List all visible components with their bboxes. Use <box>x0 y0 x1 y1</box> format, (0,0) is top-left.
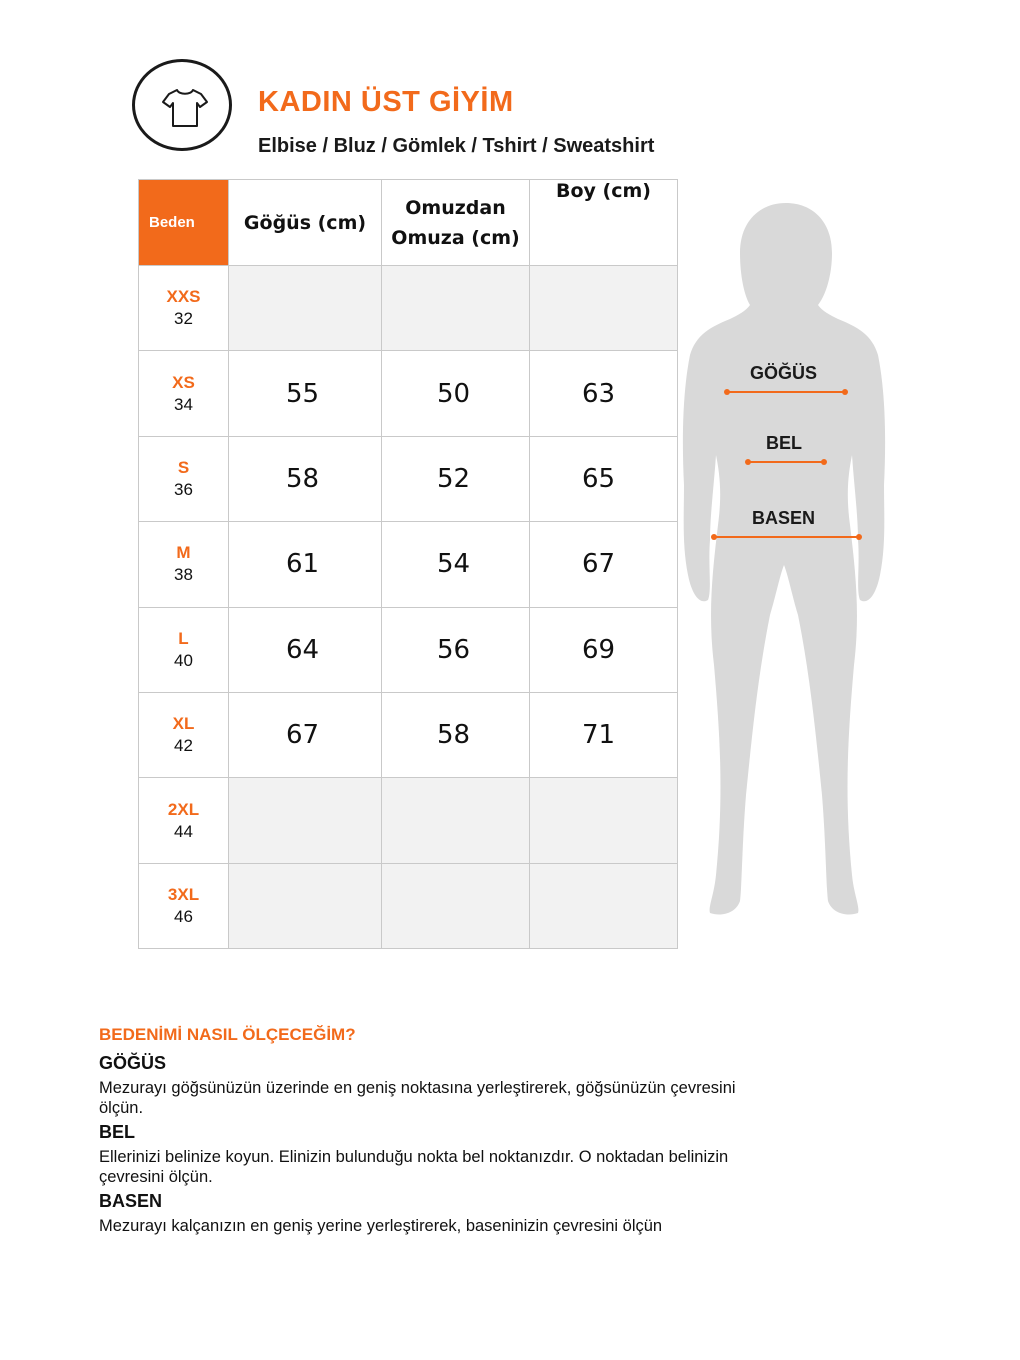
table-row <box>139 266 678 351</box>
table-row <box>139 607 678 692</box>
size-letter: 2XL <box>167 799 200 819</box>
shoulder-cell <box>382 778 530 863</box>
size-number: 34 <box>174 394 193 414</box>
chest-cell: 64 <box>229 607 382 692</box>
chest-cell: 55 <box>229 351 382 436</box>
table-row <box>139 863 678 948</box>
size-letter: XXS <box>166 287 201 307</box>
hip-label: BASEN <box>752 508 816 528</box>
hip-measure-line <box>714 536 859 538</box>
length-cell <box>530 778 678 863</box>
size-cell <box>139 778 229 863</box>
header-shoulder-line2: Omuza (cm) <box>391 226 520 249</box>
size-cell <box>139 522 229 607</box>
shoulder-cell: 52 <box>382 436 530 521</box>
size-letter: 3XL <box>167 884 200 904</box>
page-title: KADIN ÜST GİYİM <box>258 86 514 118</box>
silhouette-graphic <box>670 195 900 925</box>
header-chest: Göğüs (cm) <box>229 180 382 266</box>
size-letter: XS <box>172 372 195 392</box>
length-cell <box>530 863 678 948</box>
size-number: 44 <box>174 821 193 841</box>
table-row <box>139 522 678 607</box>
length-cell: 69 <box>530 607 678 692</box>
chest-measure-line <box>727 391 845 393</box>
table-row <box>139 778 678 863</box>
shoulder-cell <box>382 266 530 351</box>
length-cell: 63 <box>530 351 678 436</box>
size-letter: M <box>176 543 191 563</box>
table-row <box>139 692 678 777</box>
size-letter: XL <box>172 714 195 734</box>
chest-cell <box>229 266 382 351</box>
length-cell: 65 <box>530 436 678 521</box>
chest-label: GÖĞÜS <box>750 363 818 383</box>
size-cell <box>139 863 229 948</box>
shoulder-cell: 54 <box>382 522 530 607</box>
size-number: 40 <box>174 650 193 670</box>
chest-cell: 61 <box>229 522 382 607</box>
size-number: 42 <box>174 736 193 756</box>
length-cell: 71 <box>530 692 678 777</box>
length-cell <box>530 266 678 351</box>
howto-waist-heading: BEL <box>99 1122 135 1142</box>
howto-hip-heading: BASEN <box>99 1191 163 1211</box>
logo-badge <box>132 59 232 151</box>
chest-cell <box>229 778 382 863</box>
table-body <box>139 266 678 949</box>
header-shoulder <box>382 180 530 266</box>
chest-cell <box>229 863 382 948</box>
howto-chest-heading: GÖĞÜS <box>99 1053 167 1073</box>
shoulder-cell: 50 <box>382 351 530 436</box>
size-table <box>138 179 678 949</box>
table-header-row <box>139 180 678 266</box>
header-size: Beden <box>139 180 229 266</box>
table-row <box>139 351 678 436</box>
header-length: Boy (cm) <box>530 180 678 266</box>
chest-cell: 58 <box>229 436 382 521</box>
length-cell: 67 <box>530 522 678 607</box>
howto-waist-text: Ellerinizi belinize koyun. Elinizin bulunduğu nokta bel noktanızdır. O noktadan belinizin çevresini ölçün. <box>99 1148 729 1186</box>
howto-title: BEDENİMİ NASIL ÖLÇECEĞİM? <box>99 1025 356 1044</box>
size-cell <box>139 266 229 351</box>
waist-label: BEL <box>766 433 802 453</box>
size-number: 32 <box>174 309 193 329</box>
shoulder-cell: 56 <box>382 607 530 692</box>
table-row <box>139 436 678 521</box>
howto-chest-text: Mezurayı göğsünüzün üzerinde en geniş noktasına yerleştirerek, göğsünüzün çevresini ölçün. <box>99 1079 736 1117</box>
size-letter: L <box>178 628 189 648</box>
size-number: 36 <box>174 479 193 499</box>
size-number: 46 <box>174 906 193 926</box>
size-letter: S <box>177 457 190 477</box>
size-cell <box>139 692 229 777</box>
waist-measure-line <box>748 461 824 463</box>
header-shoulder-line1: Omuzdan <box>405 196 506 219</box>
size-cell <box>139 436 229 521</box>
size-cell <box>139 607 229 692</box>
size-number: 38 <box>174 565 193 585</box>
body-silhouette <box>670 195 900 925</box>
shoulder-cell: 58 <box>382 692 530 777</box>
shoulder-cell <box>382 863 530 948</box>
size-cell <box>139 351 229 436</box>
page-subtitle: Elbise / Bluz / Gömlek / Tshirt / Sweatshirt <box>258 135 655 157</box>
tshirt-icon <box>161 86 209 130</box>
howto-hip-text: Mezurayı kalçanızın en geniş yerine yerleştirerek, baseninizin çevresini ölçün <box>99 1217 663 1235</box>
chest-cell: 67 <box>229 692 382 777</box>
